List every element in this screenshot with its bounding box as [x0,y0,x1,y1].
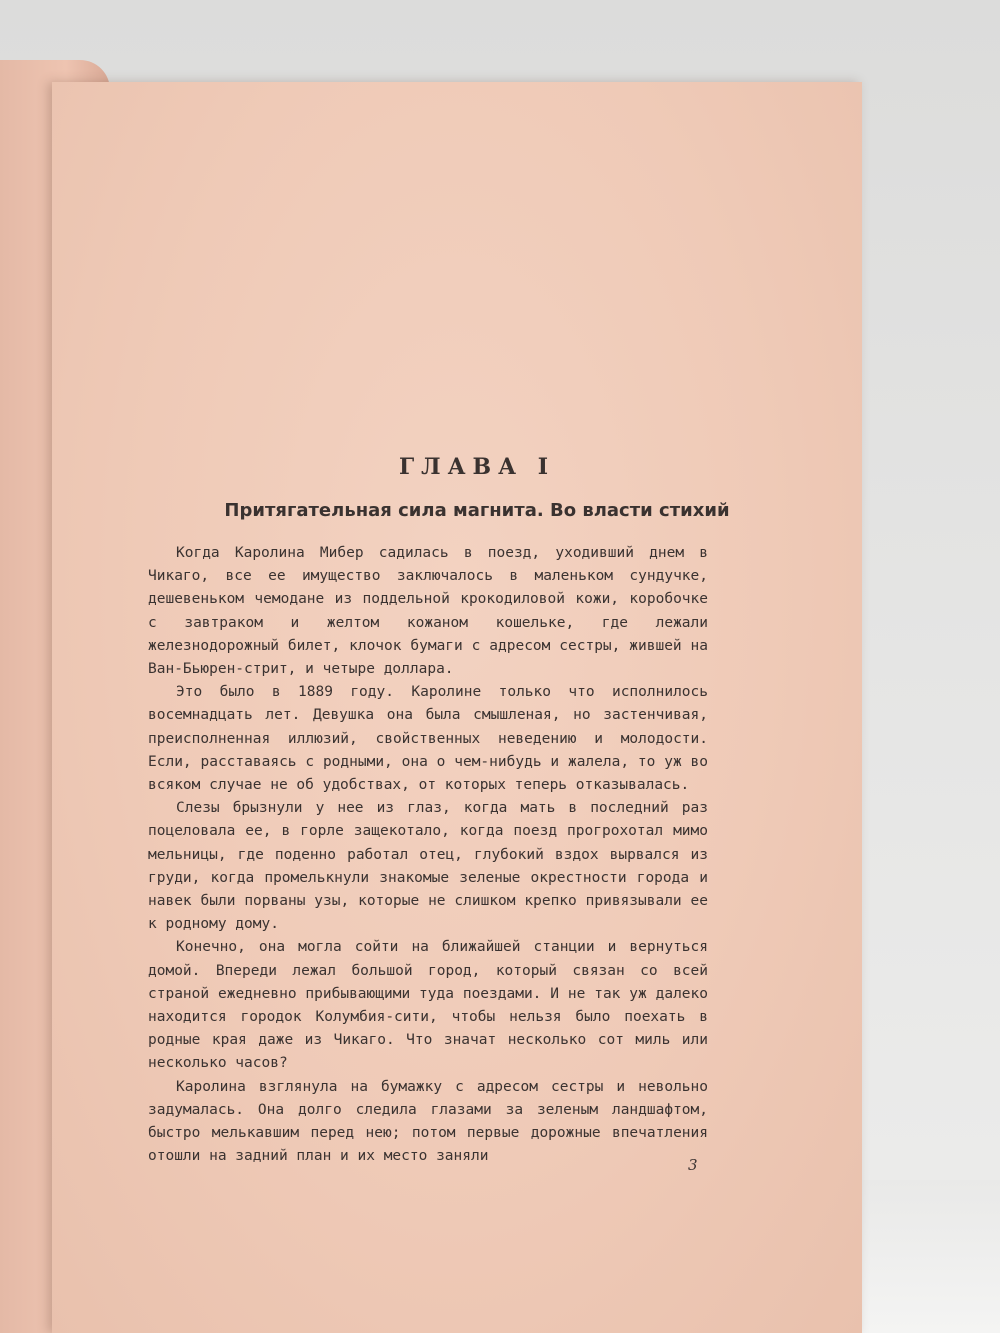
paragraph-5: Каролина взглянула на бумажку с адресом сестры и невольно задумалась. Она долго следила глазами за зеленым ландшафтом, быстро мелькавшим перед нею; потом первые дорожные впечатления отошли на задний план и их место заняли [148,1078,708,1165]
page-number: 3 [688,1156,698,1174]
paragraph-4: Конечно, она могла сойти на ближайшей станции и вернуться домой. Впереди лежал большой город, который связан со всей страной ежедневно прибывающими туда поездами. И не так уж далеко находится городок Колумбия-сити, чтобы нельзя было поехать в родные края даже из Чикаго. Что значат несколько сот миль или несколько часов? [148,939,708,1072]
chapter-subtitle: Притягательная сила магнита. Во власти стихий [224,500,730,521]
paragraph-2: Это было в 1889 году. Каролине только что исполнилось восемнадцать лет. Девушка она была смышленая, но застенчивая, преисполненная иллюзий, свойственных неведению и молодости. Если, расставаясь с родными, она о чем-нибудь и жалела, то уж во всяком случае не об удобствах, от которых теперь отказывалась. [148,684,708,794]
paragraph-1: Когда Каролина Мибер садилась в поезд, уходивший днем в Чикаго, все ее имущество заключалось в маленьком сундучке, дешевеньком чемодане из поддельной крокодиловой кожи, коробочке с завтраком и желтом кожаном кошельке, где лежали железнодорожный билет, клочок бумаги с адресом сестры, жившей на Ван-Бьюрен-стрит, и четыре доллара. [148,545,708,678]
book-page [52,82,862,1333]
paragraph-3: Слезы брызнули у нее из глаз, когда мать в последний раз поцеловала ее, в горле защекотало, когда поезд прогрохотал мимо мельницы, где поденно работал отец, глубокий вздох вырвался из груди, когда промелькнули знакомые зеленые окрестности города и навек были порваны узы, которые не слишком крепко привязывали ее к родному дому. [148,800,708,933]
page-content [52,82,862,1333]
chapter-text [148,542,708,1168]
chapter-title: ГЛАВА I [398,454,556,480]
